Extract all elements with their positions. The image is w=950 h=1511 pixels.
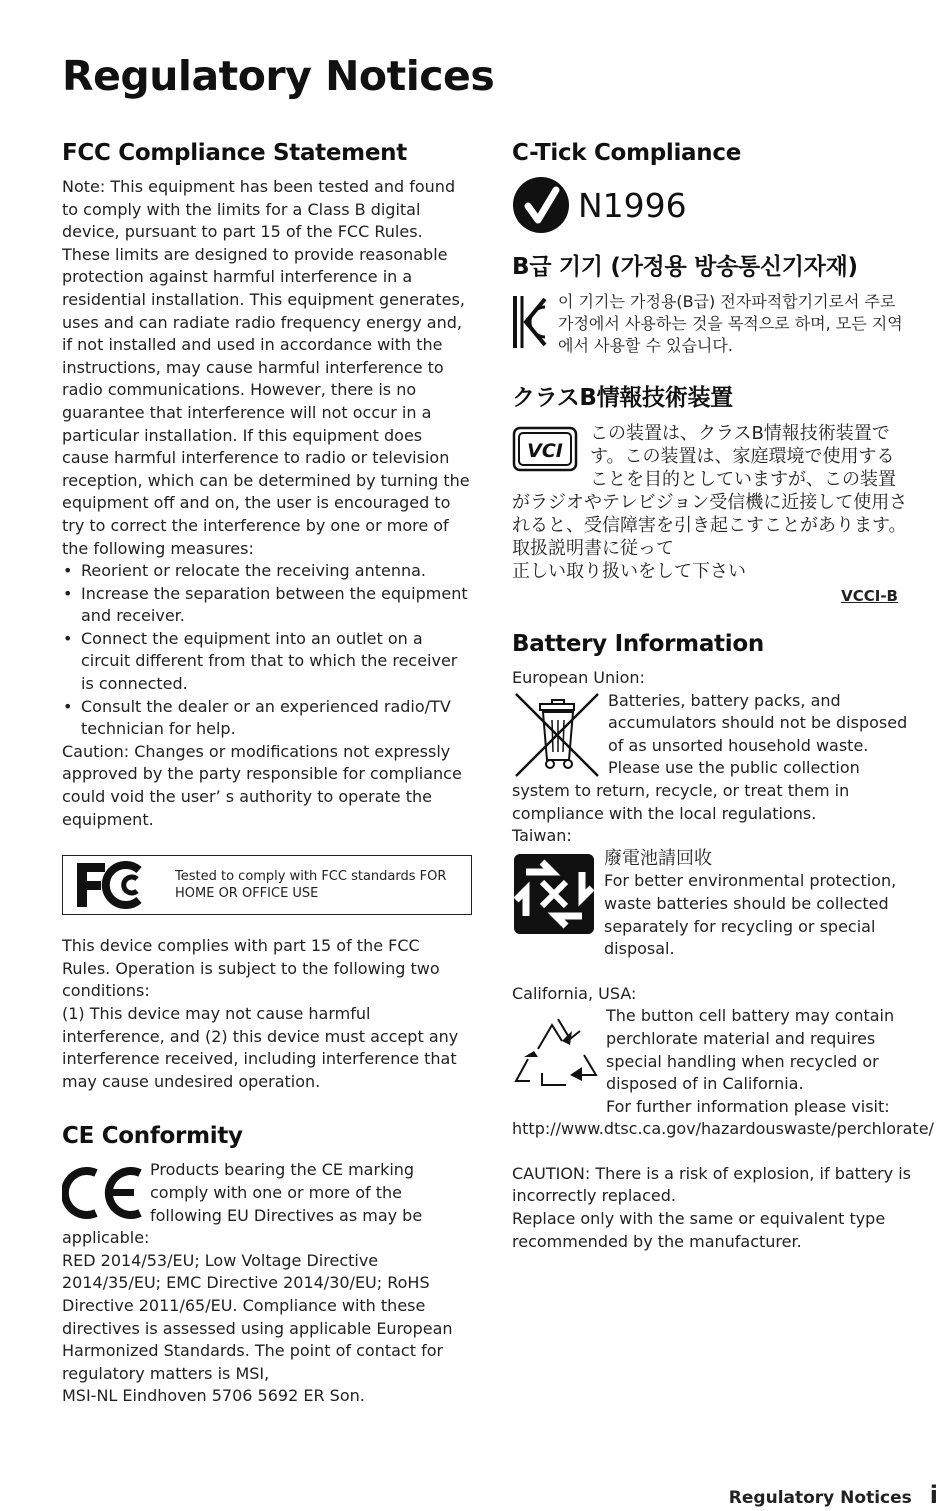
korea-section xyxy=(512,248,912,357)
fcc-conditions: (1) This device may not cause harmful interference, and (2) this device must accept any interference received, including interference that may cause undesired operation. xyxy=(62,1004,459,1091)
ctick-heading: C-Tick Compliance xyxy=(512,140,741,166)
battery-taiwan-text: For better environmental protection, waste batteries should be collected separately for recycling or special disposal. xyxy=(604,871,897,959)
left-column xyxy=(62,140,472,1408)
japan-heading: クラスB情報技術装置 xyxy=(512,385,733,411)
battery-eu-text: Batteries, battery packs, and accumulators should not be disposed of as unsorted household waste. Please use the public collection system to return, recycle, or treat them in compliance with the local regulations. xyxy=(512,690,908,823)
fcc-caution: Caution: Changes or modifications not expressly approved by the party responsible for compliance could void the user’ s authority to operate the equipment. xyxy=(62,741,462,829)
crossed-bin-icon xyxy=(512,690,602,780)
fcc-measures-list xyxy=(62,560,472,741)
page-number: i xyxy=(929,1481,938,1509)
ce-intro: Products bearing the CE marking comply with one or more of the following EU Directives as may be applicable: xyxy=(62,1160,423,1248)
list-item: • Consult the dealer or an experienced radio/TV technician for help. xyxy=(62,696,472,741)
fcc-box-text xyxy=(175,868,446,902)
ctick-number: N1996 xyxy=(578,185,687,225)
battery-ca-row xyxy=(512,1005,912,1118)
fcc-compliance-box xyxy=(62,855,472,915)
recycle-taiwan-icon xyxy=(512,852,596,936)
list-item: • Increase the separation between the equipment and receiver. xyxy=(62,583,472,628)
battery-ca-text: The button cell battery may contain perchlorate material and requires special handling when recycled or disposed of in California. xyxy=(606,1006,895,1094)
battery-section xyxy=(512,631,934,1253)
right-column xyxy=(512,140,934,1253)
ce-mark-icon xyxy=(62,1163,142,1223)
ce-heading: CE Conformity xyxy=(62,1123,243,1150)
battery-taiwan-title: 廢電池請回收 xyxy=(604,847,712,869)
japan-section xyxy=(512,379,912,605)
battery-taiwan-label: Taiwan: xyxy=(512,826,572,846)
vcci-b-label: VCCI-B xyxy=(841,587,898,605)
japan-text-2: 正しい取り扱いをして下さい xyxy=(512,561,746,582)
fcc-note: Note: This equipment has been tested and found to comply with the limits for a Class B digital device, pursuant to part 15 of the FCC Rules. These limits are designed to provide reasonable protection against harmful interference in a residential installation. This equipment generates, uses and can radiate radio frequency energy and, if not installed and used in accordance with the instructions, may cause harmful interference to radio communications. However, there is no guarantee that interference will not occur in a particular installation. If this equipment does cause harmful interference to radio or television reception, which can be determined by turning the equipment off and on, the user is encouraged to try to correct the interference by one or more of the following measures: xyxy=(62,177,470,558)
battery-heading: Battery Information xyxy=(512,631,764,657)
battery-taiwan-row xyxy=(512,848,912,961)
ce-directives: RED 2014/53/EU; Low Voltage Directive 2014/35/EU; EMC Directive 2014/30/EU; RoHS Directive 2011/65/EU. Compliance with these directives is assessed using applicable European Harmonized Standards. The point of contact for regulatory matters is MSI, xyxy=(62,1250,453,1383)
battery-ca-text-block xyxy=(606,1005,912,1118)
battery-replace: Replace only with the same or equivalent type recommended by the manufacturer. xyxy=(512,1209,886,1251)
ctick-mark xyxy=(512,176,912,234)
ce-contact: MSI-NL Eindhoven 5706 5692 ER Son. xyxy=(62,1386,365,1406)
list-item: • Connect the equipment into an outlet on a circuit different from that to which the receiver is connected. xyxy=(62,628,472,696)
kc-mark-icon xyxy=(512,293,548,351)
battery-ca-url[interactable]: http://www.dtsc.ca.gov/hazardouswaste/perchlorate/ xyxy=(512,1119,934,1139)
battery-taiwan-text-block xyxy=(604,848,912,961)
svg-text:VCI: VCI xyxy=(527,440,563,462)
ctick-section xyxy=(512,140,912,234)
ce-section xyxy=(62,1123,472,1408)
recycle-arrows-icon xyxy=(512,1011,598,1091)
japan-block xyxy=(512,422,912,605)
battery-ca-more: For further information please visit: xyxy=(606,1096,890,1116)
fcc-device-text: This device complies with part 15 of the FCC Rules. Operation is subject to the following two conditions: xyxy=(62,936,440,1001)
c-tick-icon xyxy=(512,176,570,234)
fcc-logo-icon xyxy=(75,860,147,910)
fcc-box-line2: HOME OR OFFICE USE xyxy=(175,886,319,902)
japan-text: この装置は、クラスB情報技術装置です。この装置は、家庭環境で使用することを目的としていますが、この装置がラジオやテレビジョン受信機に近接して使用されると、受信障害を引き起こすことがあります。取扱説明書に従って xyxy=(512,423,908,559)
page-footer xyxy=(729,1481,938,1509)
footer-label: Regulatory Notices xyxy=(728,1488,912,1508)
page-title: Regulatory Notices xyxy=(62,52,495,100)
fcc-heading: FCC Compliance Statement xyxy=(62,140,407,166)
fcc-box-line1: Tested to comply with FCC standards FOR xyxy=(175,869,447,885)
vcci-logo-icon xyxy=(512,426,578,472)
battery-eu-label: European Union: xyxy=(512,668,645,687)
korea-row xyxy=(512,291,912,357)
korea-text: 이 기기는 가정용(B급) 전자파적합기기로서 주로 가정에서 사용하는 것을 목적으로 하며, 모든 지역에서 사용할 수 있습니다. xyxy=(558,292,903,355)
list-item: • Reorient or relocate the receiving antenna. xyxy=(62,560,472,583)
battery-ca-label: California, USA: xyxy=(512,983,637,1003)
korea-heading: B급 기기 (가정용 방송통신기자재) xyxy=(512,254,858,280)
battery-caution: CAUTION: There is a risk of explosion, if battery is incorrectly replaced. xyxy=(512,1163,911,1206)
fcc-section xyxy=(62,140,472,1093)
